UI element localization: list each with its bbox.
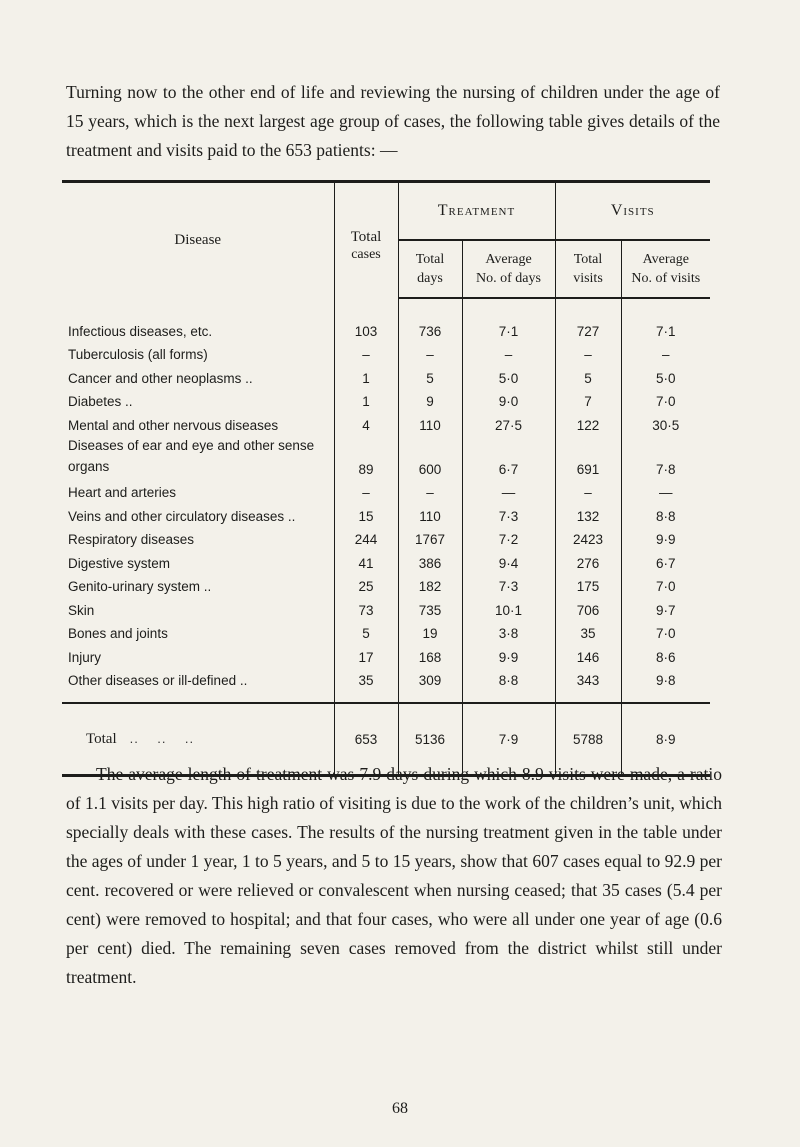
visits-cell: 727 (555, 298, 621, 339)
header-total-cases: Total cases (334, 183, 398, 298)
table-row (62, 500, 710, 524)
days-cell: 182 (398, 571, 462, 595)
cases-cell: 17 (334, 641, 398, 665)
total-days-cell: 5136 (398, 703, 462, 774)
cases-cell: 244 (334, 524, 398, 548)
total-visits-cell: 5788 (555, 703, 621, 774)
days-cell: 600 (398, 433, 462, 477)
total-row: Total .. .. .. 653 5136 7·9 5788 8·9 (62, 703, 710, 774)
header-total-days: Total days (398, 240, 462, 298)
avg-visits-cell: 7·8 (621, 433, 710, 477)
avg-days-cell: 9·9 (462, 641, 555, 665)
avg-days-cell: — (462, 477, 555, 501)
treatment-table (62, 180, 710, 777)
total-cases-cell: 653 (334, 703, 398, 774)
cases-cell: 103 (334, 298, 398, 339)
visits-cell: 146 (555, 641, 621, 665)
cases-cell: – (334, 339, 398, 363)
days-cell: 5 (398, 362, 462, 386)
disease-name: Respiratory diseases (68, 532, 195, 547)
table-row (62, 618, 710, 642)
avg-days-cell: 7·1 (462, 298, 555, 339)
intro-paragraph: Turning now to the other end of life and reviewing the nursing of children under the age of 15 years, which is the next largest age group of cases, the following table gives details of the treatment and visits paid to the 653 patients: — (66, 82, 720, 160)
days-cell: – (398, 339, 462, 363)
summary-text: The average length of treatment was 7.9 days during which 8.9 visits were made, a ratio of 1.1 visits per day. This high ratio of visiting is due to the work of the children’s unit, which specially deals with these cases. The results of the nursing treatment given in the table under the ages of under 1 year, 1 to 5 years, and 5 to 15 years, show that 607 cases equal to 92.9 per cent. recovered or were relieved or convalescent when nursing ceased; that 35 cases (5.4 per cent) were removed to hospital; and that four cases, who were all under one year of age (0.6 per cent) died. The remaining seven cases removed from the district whilst still under treatment. (66, 764, 722, 987)
table-row (62, 433, 710, 477)
avg-visits-cell: 6·7 (621, 547, 710, 571)
visits-cell: 691 (555, 433, 621, 477)
avg-days-cell: 5·0 (462, 362, 555, 386)
table-row (62, 339, 710, 363)
disease-name: Tuberculosis (all forms) (68, 347, 208, 362)
table-row (62, 571, 710, 595)
disease-name: Cancer and other neoplasms .. (68, 370, 253, 386)
header-average-days: Average No. of days (462, 240, 555, 298)
avg-days-cell: 7·3 (462, 571, 555, 595)
table-row (62, 386, 710, 410)
visits-cell: 122 (555, 409, 621, 433)
avg-visits-cell: 7·1 (621, 298, 710, 339)
cases-cell: 1 (334, 386, 398, 410)
table-row (62, 477, 710, 501)
total-avg-visits-cell: 8·9 (621, 703, 710, 774)
days-cell: 168 (398, 641, 462, 665)
avg-days-cell: 9·4 (462, 547, 555, 571)
disease-name: Infectious diseases, etc. (68, 323, 213, 339)
avg-days-cell: 7·2 (462, 524, 555, 548)
avg-visits-cell: 9·8 (621, 665, 710, 704)
visits-cell: 7 (555, 386, 621, 410)
visits-cell: 276 (555, 547, 621, 571)
avg-visits-cell: – (621, 339, 710, 363)
avg-visits-cell: 5·0 (621, 362, 710, 386)
days-cell: 110 (398, 409, 462, 433)
summary-paragraph (66, 760, 722, 992)
disease-name: Veins and other circulatory diseases .. (68, 508, 296, 524)
avg-visits-cell: 9·9 (621, 524, 710, 548)
avg-days-cell: 8·8 (462, 665, 555, 704)
cases-cell: 35 (334, 665, 398, 704)
visits-cell: 2423 (555, 524, 621, 548)
cases-cell: 1 (334, 362, 398, 386)
days-cell: 19 (398, 618, 462, 642)
cases-cell: – (334, 477, 398, 501)
table-row (62, 362, 710, 386)
table-row (62, 641, 710, 665)
days-cell: 736 (398, 298, 462, 339)
table-row (62, 594, 710, 618)
cases-cell: 15 (334, 500, 398, 524)
header-average-visits: Average No. of visits (621, 240, 710, 298)
visits-cell: – (555, 339, 621, 363)
page-number: 68 (392, 1100, 408, 1117)
header-total-visits: Total visits (555, 240, 621, 298)
avg-days-cell: – (462, 339, 555, 363)
cases-cell: 73 (334, 594, 398, 618)
total-label: Total (86, 730, 117, 747)
days-cell: 1767 (398, 524, 462, 548)
header-disease: Disease (174, 232, 222, 248)
disease-name: Skin (68, 602, 95, 618)
header-visits: Visits (555, 183, 710, 240)
table-row (62, 409, 710, 433)
visits-cell: 5 (555, 362, 621, 386)
disease-name: Genito-urinary system .. (68, 579, 212, 594)
disease-name: Heart and arteries (68, 485, 177, 500)
disease-name: Diseases of ear and eye and other sense (68, 437, 315, 453)
avg-days-cell: 6·7 (462, 433, 555, 477)
cases-cell: 4 (334, 409, 398, 433)
table-row (62, 665, 710, 704)
disease-name: Injury (68, 649, 102, 665)
table-row (62, 524, 710, 548)
avg-days-cell: 27·5 (462, 409, 555, 433)
avg-visits-cell: 7·0 (621, 571, 710, 595)
header-treatment: Treatment (398, 183, 555, 240)
avg-visits-cell: 9·7 (621, 594, 710, 618)
cases-cell: 25 (334, 571, 398, 595)
days-cell: 735 (398, 594, 462, 618)
days-cell: 309 (398, 665, 462, 704)
visits-cell: 132 (555, 500, 621, 524)
visits-cell: 35 (555, 618, 621, 642)
days-cell: – (398, 477, 462, 501)
cases-cell: 41 (334, 547, 398, 571)
disease-name: Diabetes .. (68, 394, 133, 409)
disease-name: Digestive system (68, 555, 171, 571)
table-row (62, 547, 710, 571)
table-row (62, 298, 710, 339)
days-cell: 110 (398, 500, 462, 524)
disease-name: Bones and joints (68, 626, 168, 641)
avg-visits-cell: — (621, 477, 710, 501)
avg-visits-cell: 8·6 (621, 641, 710, 665)
avg-days-cell: 7·3 (462, 500, 555, 524)
total-avg-days-cell: 7·9 (462, 703, 555, 774)
visits-cell: – (555, 477, 621, 501)
avg-visits-cell: 7·0 (621, 386, 710, 410)
avg-days-cell: 10·1 (462, 594, 555, 618)
avg-visits-cell: 30·5 (621, 409, 710, 433)
disease-name: Other diseases or ill-defined .. (68, 673, 248, 688)
days-cell: 386 (398, 547, 462, 571)
disease-name-continued: organs (68, 458, 110, 474)
days-cell: 9 (398, 386, 462, 410)
avg-visits-cell: 8·8 (621, 500, 710, 524)
avg-visits-cell: 7·0 (621, 618, 710, 642)
disease-name: Mental and other nervous diseases (68, 417, 279, 433)
visits-cell: 706 (555, 594, 621, 618)
avg-days-cell: 3·8 (462, 618, 555, 642)
visits-cell: 343 (555, 665, 621, 704)
cases-cell: 89 (334, 433, 398, 477)
avg-days-cell: 9·0 (462, 386, 555, 410)
cases-cell: 5 (334, 618, 398, 642)
visits-cell: 175 (555, 571, 621, 595)
